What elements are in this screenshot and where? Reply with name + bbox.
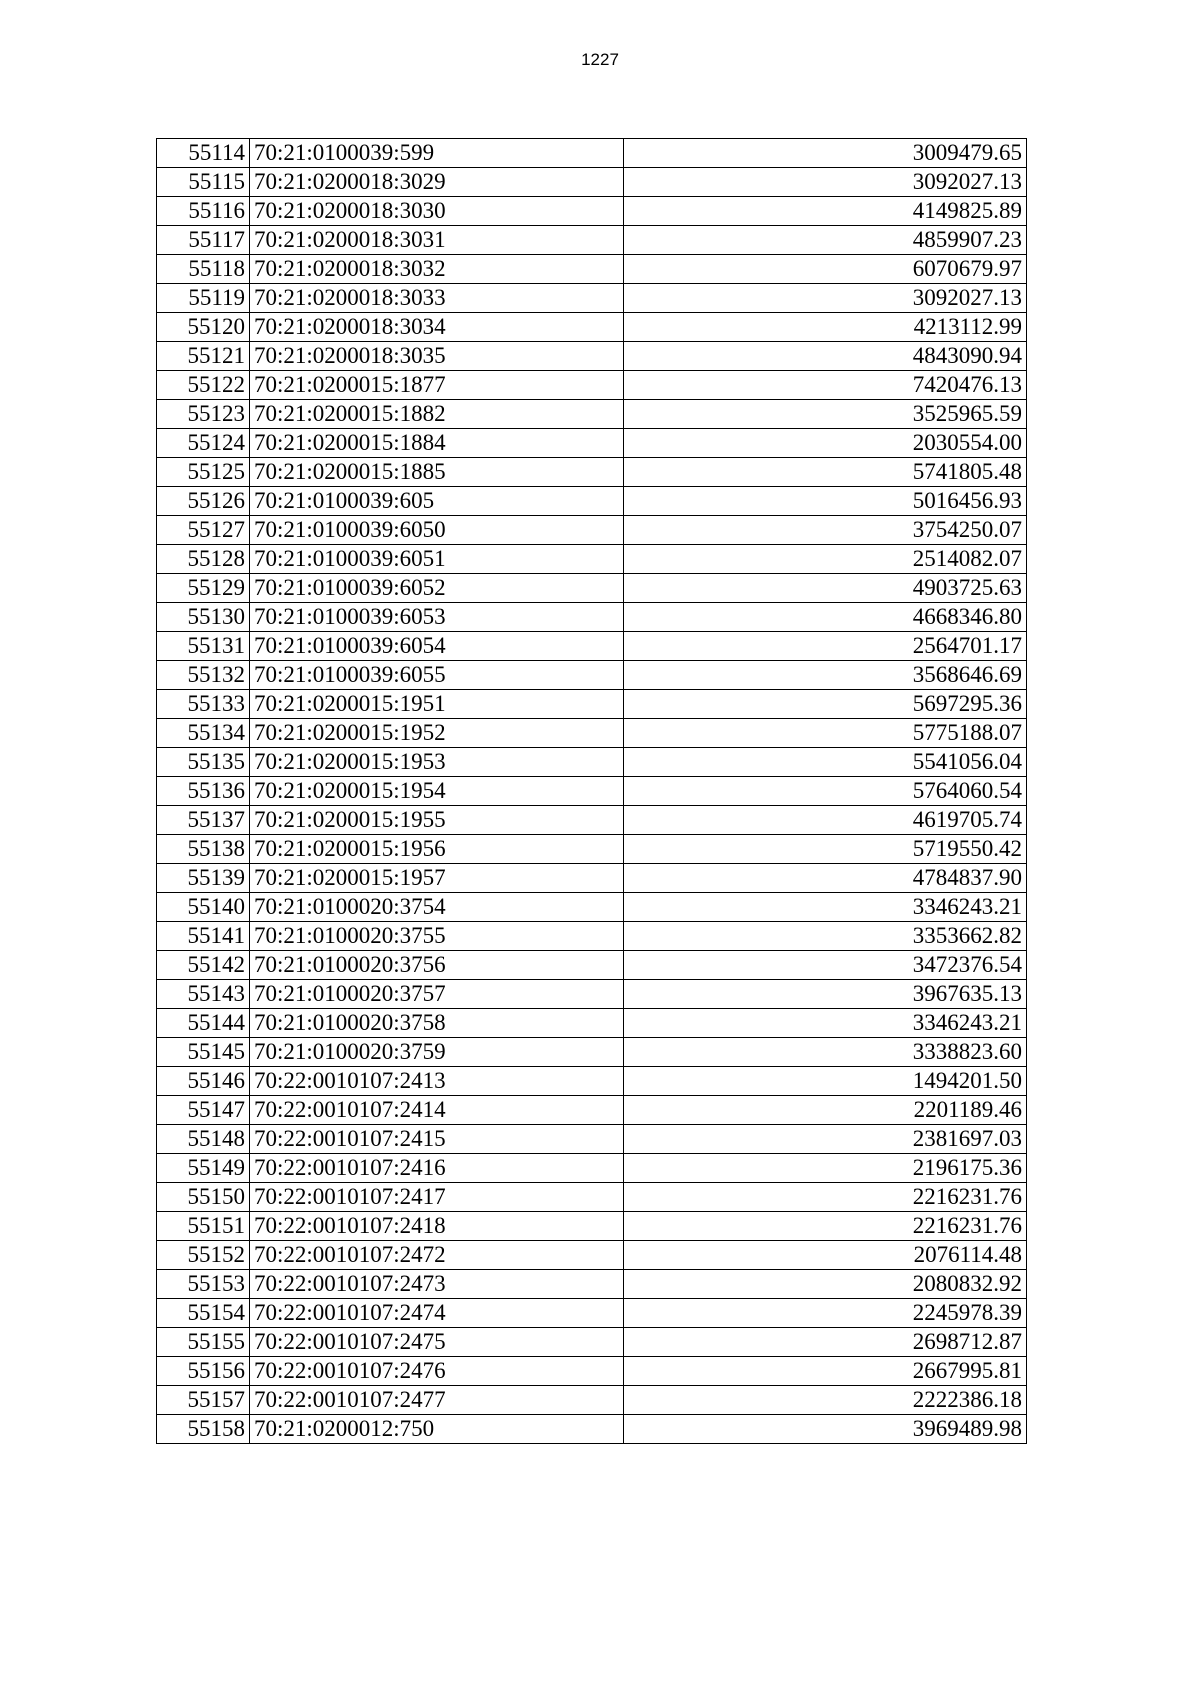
cadastral-number-cell: 70:21:0200018:3033 [250,284,624,313]
cadastral-number-cell: 70:21:0200015:1955 [250,806,624,835]
row-number-cell: 55147 [157,1096,250,1125]
value-cell: 2381697.03 [624,1125,1027,1154]
value-cell: 3472376.54 [624,951,1027,980]
table-row [157,980,1027,1009]
cadastral-number-cell: 70:21:0200015:1885 [250,458,624,487]
table-row [157,574,1027,603]
table-row [157,1415,1027,1444]
table-row [157,371,1027,400]
row-number-cell: 55155 [157,1328,250,1357]
table-row [157,139,1027,168]
row-number-cell: 55158 [157,1415,250,1444]
value-cell: 4619705.74 [624,806,1027,835]
cadastral-number-cell: 70:22:0010107:2475 [250,1328,624,1357]
table-row [157,1386,1027,1415]
table-row [157,1212,1027,1241]
table-row [157,893,1027,922]
table-row [157,342,1027,371]
value-cell: 4784837.90 [624,864,1027,893]
row-number-cell: 55154 [157,1299,250,1328]
row-number-cell: 55131 [157,632,250,661]
row-number-cell: 55157 [157,1386,250,1415]
cadastral-number-cell: 70:21:0100039:6050 [250,516,624,545]
cadastral-number-cell: 70:21:0100020:3755 [250,922,624,951]
value-cell: 2667995.81 [624,1357,1027,1386]
table-row [157,951,1027,980]
cadastral-number-cell: 70:21:0100039:6053 [250,603,624,632]
table-row [157,313,1027,342]
cadastral-number-cell: 70:21:0200015:1954 [250,777,624,806]
row-number-cell: 55129 [157,574,250,603]
value-cell: 4213112.99 [624,313,1027,342]
cadastral-number-cell: 70:22:0010107:2415 [250,1125,624,1154]
row-number-cell: 55145 [157,1038,250,1067]
value-cell: 3338823.60 [624,1038,1027,1067]
row-number-cell: 55120 [157,313,250,342]
value-cell: 2514082.07 [624,545,1027,574]
table-row [157,1183,1027,1212]
value-cell: 7420476.13 [624,371,1027,400]
row-number-cell: 55149 [157,1154,250,1183]
row-number-cell: 55151 [157,1212,250,1241]
cadastral-number-cell: 70:21:0100039:599 [250,139,624,168]
row-number-cell: 55137 [157,806,250,835]
row-number-cell: 55142 [157,951,250,980]
table-row [157,632,1027,661]
cadastral-number-cell: 70:22:0010107:2416 [250,1154,624,1183]
row-number-cell: 55156 [157,1357,250,1386]
row-number-cell: 55140 [157,893,250,922]
value-cell: 5764060.54 [624,777,1027,806]
value-cell: 5016456.93 [624,487,1027,516]
cadastral-number-cell: 70:21:0200018:3032 [250,255,624,284]
value-cell: 3967635.13 [624,980,1027,1009]
cadastral-number-cell: 70:22:0010107:2418 [250,1212,624,1241]
cadastral-number-cell: 70:21:0100020:3758 [250,1009,624,1038]
value-cell: 2080832.92 [624,1270,1027,1299]
row-number-cell: 55123 [157,400,250,429]
row-number-cell: 55127 [157,516,250,545]
value-cell: 3754250.07 [624,516,1027,545]
table-row [157,226,1027,255]
row-number-cell: 55117 [157,226,250,255]
value-cell: 2076114.48 [624,1241,1027,1270]
cadastral-number-cell: 70:22:0010107:2413 [250,1067,624,1096]
row-number-cell: 55119 [157,284,250,313]
value-cell: 5719550.42 [624,835,1027,864]
table-row [157,864,1027,893]
cadastral-number-cell: 70:21:0200018:3031 [250,226,624,255]
row-number-cell: 55130 [157,603,250,632]
table-row [157,1067,1027,1096]
cadastral-number-cell: 70:21:0200018:3035 [250,342,624,371]
value-cell: 3969489.98 [624,1415,1027,1444]
cadastral-number-cell: 70:22:0010107:2474 [250,1299,624,1328]
table-row [157,1125,1027,1154]
value-cell: 4903725.63 [624,574,1027,603]
row-number-cell: 55124 [157,429,250,458]
row-number-cell: 55144 [157,1009,250,1038]
table-row [157,806,1027,835]
value-cell: 4843090.94 [624,342,1027,371]
table-row [157,1154,1027,1183]
row-number-cell: 55153 [157,1270,250,1299]
row-number-cell: 55148 [157,1125,250,1154]
value-cell: 4149825.89 [624,197,1027,226]
row-number-cell: 55152 [157,1241,250,1270]
table-row [157,661,1027,690]
cadastral-number-cell: 70:22:0010107:2414 [250,1096,624,1125]
value-cell: 3568646.69 [624,661,1027,690]
cadastral-number-cell: 70:21:0100039:6052 [250,574,624,603]
cadastral-number-cell: 70:21:0200018:3030 [250,197,624,226]
cadastral-number-cell: 70:22:0010107:2476 [250,1357,624,1386]
page-number: 1227 [581,50,619,69]
value-cell: 2201189.46 [624,1096,1027,1125]
value-cell: 5541056.04 [624,748,1027,777]
row-number-cell: 55118 [157,255,250,284]
value-cell: 2216231.76 [624,1212,1027,1241]
cadastral-number-cell: 70:21:0200018:3029 [250,168,624,197]
table-row [157,487,1027,516]
value-cell: 3092027.13 [624,284,1027,313]
row-number-cell: 55132 [157,661,250,690]
row-number-cell: 55121 [157,342,250,371]
table-row [157,516,1027,545]
row-number-cell: 55128 [157,545,250,574]
cadastral-number-cell: 70:21:0200015:1956 [250,835,624,864]
cadastral-number-cell: 70:21:0200015:1952 [250,719,624,748]
cadastral-number-cell: 70:21:0100039:6054 [250,632,624,661]
cadastral-number-cell: 70:21:0200015:1953 [250,748,624,777]
cadastral-number-cell: 70:21:0100020:3754 [250,893,624,922]
cadastral-number-cell: 70:21:0200012:750 [250,1415,624,1444]
table-row [157,284,1027,313]
table-row [157,1270,1027,1299]
value-cell: 2196175.36 [624,1154,1027,1183]
value-cell: 2030554.00 [624,429,1027,458]
row-number-cell: 55126 [157,487,250,516]
row-number-cell: 55139 [157,864,250,893]
value-cell: 4859907.23 [624,226,1027,255]
cadastral-number-cell: 70:21:0100020:3759 [250,1038,624,1067]
cadastral-number-cell: 70:21:0200018:3034 [250,313,624,342]
table-row [157,748,1027,777]
row-number-cell: 55143 [157,980,250,1009]
value-cell: 5697295.36 [624,690,1027,719]
cadastral-number-cell: 70:21:0200015:1951 [250,690,624,719]
table-row [157,255,1027,284]
cadastral-number-cell: 70:22:0010107:2473 [250,1270,624,1299]
cadastral-number-cell: 70:21:0200015:1877 [250,371,624,400]
value-cell: 2222386.18 [624,1386,1027,1415]
row-number-cell: 55136 [157,777,250,806]
table-row [157,458,1027,487]
cadastral-number-cell: 70:21:0200015:1884 [250,429,624,458]
table-row [157,1299,1027,1328]
value-cell: 6070679.97 [624,255,1027,284]
table-row [157,1038,1027,1067]
cadastral-number-cell: 70:21:0200015:1957 [250,864,624,893]
value-cell: 1494201.50 [624,1067,1027,1096]
value-cell: 2564701.17 [624,632,1027,661]
cadastral-number-cell: 70:21:0200015:1882 [250,400,624,429]
table-row [157,1096,1027,1125]
row-number-cell: 55135 [157,748,250,777]
table-row [157,545,1027,574]
row-number-cell: 55138 [157,835,250,864]
value-cell: 3525965.59 [624,400,1027,429]
row-number-cell: 55122 [157,371,250,400]
row-number-cell: 55125 [157,458,250,487]
value-cell: 4668346.80 [624,603,1027,632]
table-row [157,777,1027,806]
table-row [157,922,1027,951]
cadastral-number-cell: 70:21:0100020:3757 [250,980,624,1009]
cadastral-number-cell: 70:22:0010107:2417 [250,1183,624,1212]
table-row [157,197,1027,226]
table-row [157,719,1027,748]
cadastral-number-cell: 70:21:0100039:605 [250,487,624,516]
row-number-cell: 55133 [157,690,250,719]
row-number-cell: 55114 [157,139,250,168]
table-row [157,400,1027,429]
row-number-cell: 55116 [157,197,250,226]
table-row [157,603,1027,632]
row-number-cell: 55146 [157,1067,250,1096]
table-row [157,1241,1027,1270]
table-row [157,690,1027,719]
cadastral-number-cell: 70:22:0010107:2472 [250,1241,624,1270]
cadastral-number-cell: 70:21:0100039:6051 [250,545,624,574]
value-cell: 2698712.87 [624,1328,1027,1357]
table-row [157,168,1027,197]
cadastral-value-table [156,138,1027,1444]
row-number-cell: 55134 [157,719,250,748]
table-row [157,429,1027,458]
row-number-cell: 55141 [157,922,250,951]
cadastral-number-cell: 70:21:0100020:3756 [250,951,624,980]
value-cell: 3346243.21 [624,893,1027,922]
value-cell: 3092027.13 [624,168,1027,197]
table-body [157,139,1027,1444]
value-cell: 3346243.21 [624,1009,1027,1038]
table-row [157,1357,1027,1386]
table-row [157,835,1027,864]
row-number-cell: 55115 [157,168,250,197]
cadastral-number-cell: 70:21:0100039:6055 [250,661,624,690]
value-cell: 5741805.48 [624,458,1027,487]
value-cell: 2216231.76 [624,1183,1027,1212]
value-cell: 3353662.82 [624,922,1027,951]
value-cell: 2245978.39 [624,1299,1027,1328]
value-cell: 5775188.07 [624,719,1027,748]
value-cell: 3009479.65 [624,139,1027,168]
table-row [157,1009,1027,1038]
row-number-cell: 55150 [157,1183,250,1212]
cadastral-number-cell: 70:22:0010107:2477 [250,1386,624,1415]
table-row [157,1328,1027,1357]
